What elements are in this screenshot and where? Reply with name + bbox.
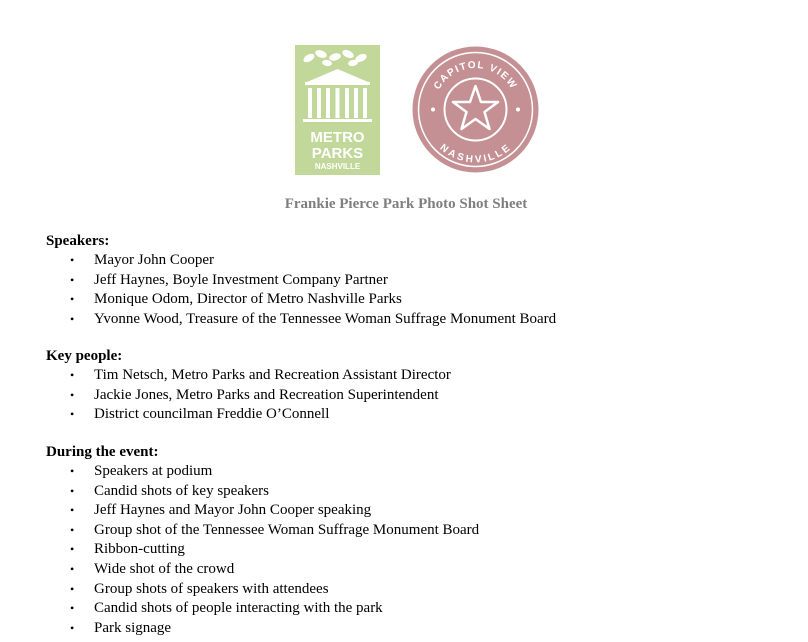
list-item <box>46 462 786 482</box>
metro-logo-line1: METRO <box>310 129 365 146</box>
list-item <box>46 290 786 310</box>
section-heading: Key people: <box>46 348 123 364</box>
list-item <box>46 386 786 406</box>
list-item-text: Candid shots of key speakers <box>94 482 269 499</box>
list-item <box>46 580 786 600</box>
list-item-text: Monique Odom, Director of Metro Nashville Parks <box>94 291 402 308</box>
list-item <box>46 482 786 502</box>
capitol-logo-bottom-text: NASHVILLE <box>437 142 514 166</box>
list-item <box>46 501 786 521</box>
document-title: Frankie Pierce Park Photo Shot Sheet <box>284 196 528 212</box>
list-item <box>46 619 786 639</box>
list-item <box>46 310 786 330</box>
bullet-icon: • <box>70 311 75 326</box>
list-item <box>46 560 786 580</box>
list-item-text: Group shot of the Tennessee Woman Suffrage Monument Board <box>94 521 480 538</box>
section-heading: Speakers: <box>46 233 110 249</box>
list-item-text: Wide shot of the crowd <box>94 560 235 577</box>
bullet-icon: • <box>70 464 75 478</box>
bullet-icon: • <box>70 272 75 287</box>
list-item-text: Ribbon-cutting <box>94 541 185 558</box>
list-item <box>46 271 786 291</box>
list-item-text: Mayor John Cooper <box>94 252 214 268</box>
list-item-text: Jackie Jones, Metro Parks and Recreation Superintendent <box>94 386 439 403</box>
capitol-logo-top-text: CAPITOL VIEW <box>431 59 520 92</box>
bullet-icon: • <box>70 407 75 422</box>
metro-logo-line2: PARKS <box>311 145 364 162</box>
bullet-icon: • <box>70 522 75 537</box>
list-item-text: Jeff Haynes and Mayor John Cooper speaking <box>94 502 372 519</box>
list-item-text: Candid shots of people interacting with the park <box>94 600 383 617</box>
list-item-text: Jeff Haynes, Boyle Investment Company Partner <box>94 271 388 288</box>
bullet-icon: • <box>70 620 75 635</box>
list-item-text: Tim Netsch, Metro Parks and Recreation Assistant Director <box>94 367 451 383</box>
list-item <box>46 540 786 560</box>
bullet-icon: • <box>70 581 75 596</box>
list-item-text: Speakers at podium <box>94 463 213 479</box>
bullet-icon: • <box>70 368 75 382</box>
section-heading: During the event: <box>46 444 159 460</box>
list-item <box>46 405 786 425</box>
list-item <box>46 251 786 271</box>
list-item <box>46 521 786 541</box>
list-item-text: Yvonne Wood, Treasure of the Tennessee Woman Suffrage Monument Board <box>94 310 557 327</box>
section-speakers <box>46 232 786 329</box>
speakers-list <box>46 251 786 329</box>
bullet-icon: • <box>70 253 75 267</box>
list-item <box>46 366 786 386</box>
bullet-icon: • <box>70 601 75 616</box>
capitol-view-logo <box>412 46 539 173</box>
list-item-text: Group shots of speakers with attendees <box>94 580 329 597</box>
during-event-list <box>46 462 786 638</box>
bullet-icon: • <box>70 387 75 402</box>
bullet-icon: • <box>70 292 75 307</box>
bullet-icon: • <box>70 503 75 518</box>
bullet-icon: • <box>70 542 75 557</box>
list-item <box>46 599 786 619</box>
logo-area <box>0 0 808 190</box>
metro-parks-logo <box>295 45 380 175</box>
key-people-list <box>46 366 786 425</box>
section-key-people <box>46 347 786 425</box>
list-item-text: Park signage <box>94 619 172 636</box>
section-during-event <box>46 443 786 638</box>
list-item-text: District councilman Freddie O’Connell <box>94 406 330 423</box>
metro-logo-line3: NASHVILLE <box>314 162 361 171</box>
bullet-icon: • <box>70 561 75 576</box>
bullet-icon: • <box>70 483 75 498</box>
